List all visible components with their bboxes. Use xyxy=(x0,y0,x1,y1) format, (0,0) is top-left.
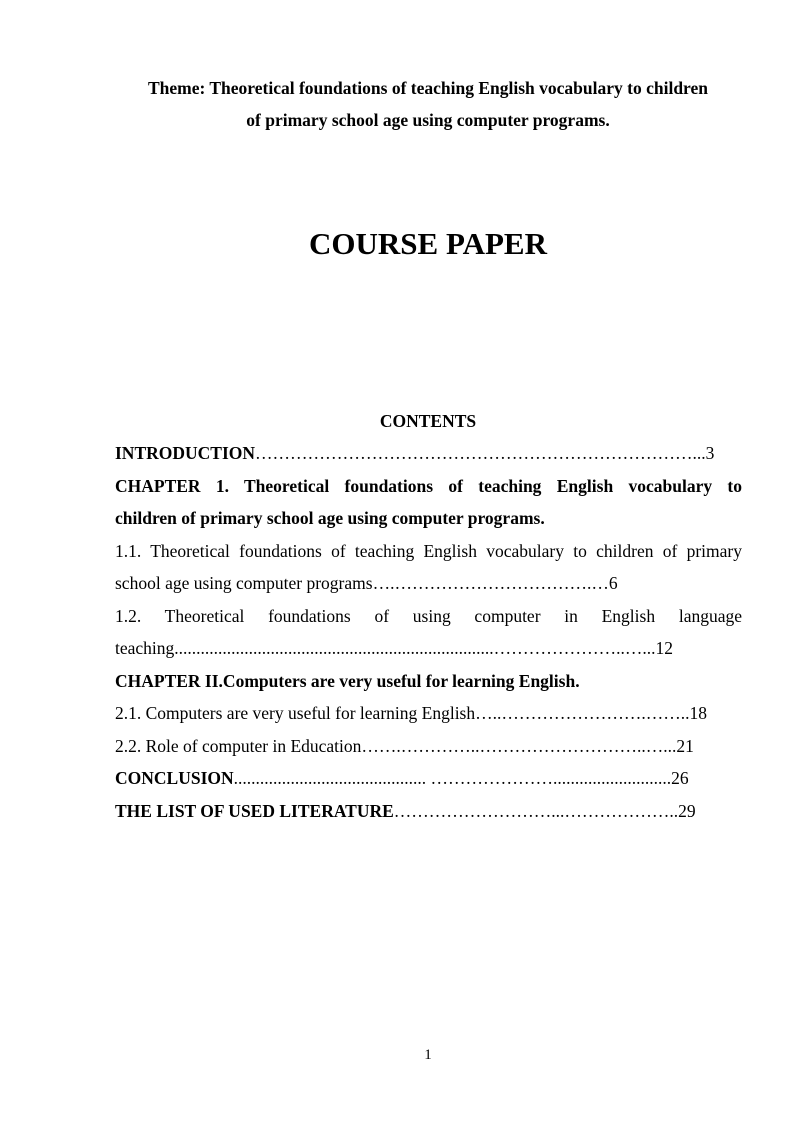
toc-leader: ………………………...……………….. xyxy=(393,800,679,821)
document-title: COURSE PAPER xyxy=(309,226,547,261)
contents-heading: CONTENTS xyxy=(379,411,477,431)
toc-entry-1-2-line-1: 1.2. Theoretical foundations of using computer in English language xyxy=(115,605,742,626)
toc-entry-1-1-line-2 xyxy=(115,567,742,600)
toc-label: 2.2. Role of computer in Education…….…………..………………………..…... xyxy=(115,735,677,756)
toc-page: 3 xyxy=(705,443,715,463)
toc-label: CONCLUSION xyxy=(115,768,234,788)
toc-leader: ............................................ …………………........................... xyxy=(233,768,672,788)
toc-page: 6 xyxy=(608,573,618,593)
toc-entry-chapter-1-line-2: children of primary school age using computer programs. xyxy=(115,508,545,528)
toc-entry-2-1 xyxy=(115,697,742,730)
toc-entry-literature xyxy=(115,795,742,828)
toc-entry-chapter-2: CHAPTER II.Computers are very useful for learning English. xyxy=(115,670,580,691)
toc-label: teaching.........................................................................…………………..…... xyxy=(115,638,656,658)
theme-line-2: of primary school age using computer programs. xyxy=(246,110,610,130)
toc-entry-1-2-line-2 xyxy=(115,632,742,665)
toc-entry-2-2 xyxy=(115,730,742,763)
toc-entry-chapter-1-line-1: CHAPTER 1. Theoretical foundations of teaching English vocabulary to xyxy=(115,475,742,496)
toc-entry-conclusion xyxy=(115,762,742,795)
toc-page: 18 xyxy=(689,703,707,723)
theme-line-1: Theme: Theoretical foundations of teaching English vocabulary to children xyxy=(147,78,709,98)
toc-page: 29 xyxy=(678,800,696,821)
toc-page: 21 xyxy=(676,735,694,756)
toc-label: INTRODUCTION xyxy=(115,443,256,463)
table-of-contents xyxy=(115,437,742,827)
toc-label: school age using computer programs….…………………………….… xyxy=(115,573,609,593)
theme-heading xyxy=(100,72,756,136)
toc-leader: …………………………………………………………………... xyxy=(255,443,706,463)
toc-label: 2.1. Computers are very useful for learning English…..…………………….…….. xyxy=(115,703,690,723)
toc-label: THE LIST OF USED LITERATURE xyxy=(115,800,394,821)
toc-entry-1-1-line-1: 1.1. Theoretical foundations of teaching English vocabulary to children of primary xyxy=(115,540,742,561)
toc-page: 12 xyxy=(655,638,674,658)
toc-entry-introduction xyxy=(115,437,742,470)
toc-page: 26 xyxy=(671,768,689,788)
page-number: 1 xyxy=(424,1047,432,1063)
